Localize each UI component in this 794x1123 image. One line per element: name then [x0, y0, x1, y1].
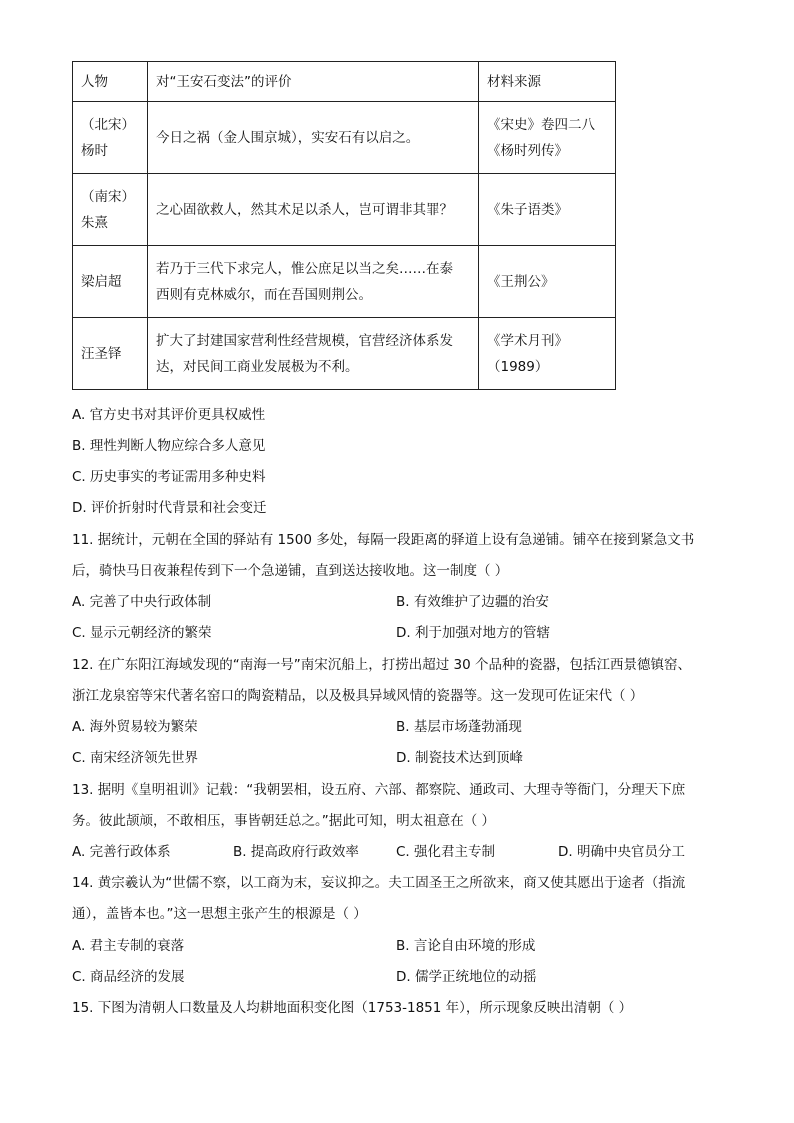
- q12-option-a: A. 海外贸易较为繁荣: [72, 719, 198, 735]
- source-text: 《学术月刊》: [487, 332, 568, 349]
- evaluation-table: [72, 61, 616, 390]
- q12-stem-line-1: 12. 在广东阳江海域发现的“南海一号”南宋沉船上，打捞出超过 30 个品种的瓷器，包括江西景德镇窑、: [72, 657, 692, 673]
- source-text: 《王荆公》: [487, 273, 555, 290]
- table-header-row: [73, 62, 616, 102]
- q14-option-c: C. 商品经济的发展: [72, 969, 185, 985]
- source-cell: [479, 174, 616, 246]
- person-cell: [73, 246, 148, 318]
- evaluation-text: 若乃于三代下求完人，惟公庶足以当之矣……在泰: [156, 260, 453, 277]
- q12-option-c: C. 南宋经济领先世界: [72, 750, 199, 766]
- header-person: 人物: [73, 62, 148, 102]
- q11-option-b: B. 有效维护了边疆的治安: [396, 594, 549, 610]
- evaluation-cell: [148, 174, 479, 246]
- table-row: [73, 246, 616, 318]
- evaluation-cell: [148, 318, 479, 390]
- q15-stem-line-1: 15. 下图为清朝人口数量及人均耕地面积变化图（1753-1851 年），所示现象反映出清朝（ ）: [72, 1000, 633, 1016]
- q13-option-b: B. 提高政府行政效率: [233, 844, 359, 860]
- source-cell: [479, 318, 616, 390]
- q14-option-a: A. 君主专制的衰落: [72, 938, 185, 954]
- q11-stem-line-1: 11. 据统计，元朝在全国的驿站有 1500 多处，每隔一段距离的驿道上设有急递铺。铺卒在接到紧急文书: [72, 532, 695, 548]
- source-text: 《朱子语类》: [487, 201, 568, 218]
- q11-option-a: A. 完善了中央行政体制: [72, 594, 212, 610]
- q13-option-d: D. 明确中央官员分工: [558, 844, 685, 860]
- q12-option-d: D. 制瓷技术达到顶峰: [396, 750, 523, 766]
- person-dynasty: （北宋）: [81, 116, 135, 133]
- person-cell: [73, 102, 148, 174]
- q14-stem-line-2: 通），盖皆本也。”这一思想主张产生的根源是（ ）: [72, 906, 367, 922]
- table-row: [73, 102, 616, 174]
- q12-stem-line-2: 浙江龙泉窑等宋代著名窑口的陶瓷精品，以及极具异域风情的瓷器等。这一发现可佐证宋代（ ）: [72, 688, 644, 704]
- q12-option-b: B. 基层市场蓬勃涌现: [396, 719, 522, 735]
- evaluation-cell: [148, 102, 479, 174]
- table-row: [73, 174, 616, 246]
- person-name: 杨时: [81, 142, 108, 159]
- source-text: 《杨时列传》: [487, 142, 568, 159]
- table-row: [73, 318, 616, 390]
- person-name: 汪圣铎: [81, 345, 122, 362]
- evaluation-cell: [148, 246, 479, 318]
- q13-option-c: C. 强化君主专制: [396, 844, 496, 860]
- person-dynasty: （南宋）: [81, 188, 135, 205]
- source-text: 《宋史》卷四二八: [487, 116, 595, 133]
- q11-stem-line-2: 后，骑快马日夜兼程传到下一个急递铺，直到送达接收地。这一制度（ ）: [72, 563, 509, 579]
- header-evaluation: 对“王安石变法”的评价: [148, 62, 479, 102]
- person-name: 朱熹: [81, 214, 108, 231]
- source-cell: [479, 246, 616, 318]
- q11-option-c: C. 显示元朝经济的繁荣: [72, 625, 212, 641]
- evaluation-text: 扩大了封建国家营利性经营规模，官营经济体系发: [156, 332, 453, 349]
- q10-option-c: C. 历史事实的考证需用多种史料: [72, 469, 266, 485]
- q14-stem-line-1: 14. 黄宗羲认为“世儒不察，以工商为末，妄议抑之。夫工固圣王之所欲来，商又使其愿出于途者（指流: [72, 875, 686, 891]
- evaluation-text: 今日之祸（金人围京城），实安石有以启之。: [156, 129, 420, 146]
- person-cell: [73, 174, 148, 246]
- evaluation-text: 西则有克林威尔，而在吾国则荆公。: [156, 286, 372, 303]
- q14-option-d: D. 儒学正统地位的动摇: [396, 969, 537, 985]
- evaluation-text: 达，对民间工商业发展极为不利。: [156, 358, 359, 375]
- evaluation-text: 之心固欲救人，然其术足以杀人，岂可谓非其罪？: [156, 201, 453, 218]
- q10-option-d: D. 评价折射时代背景和社会变迁: [72, 500, 267, 516]
- q10-option-a: A. 官方史书对其评价更具权威性: [72, 407, 266, 423]
- person-name: 梁启超: [81, 273, 122, 290]
- q10-option-b: B. 理性判断人物应综合多人意见: [72, 438, 266, 454]
- source-cell: [479, 102, 616, 174]
- source-text: （1989）: [487, 358, 549, 375]
- q14-option-b: B. 言论自由环境的形成: [396, 938, 536, 954]
- header-source: 材料来源: [479, 62, 616, 102]
- q13-option-a: A. 完善行政体系: [72, 844, 171, 860]
- q13-stem-line-1: 13. 据明《皇明祖训》记载：“我朝罢相，设五府、六部、都察院、通政司、大理寺等衙门，分理天下庶: [72, 782, 686, 798]
- q11-option-d: D. 利于加强对地方的管辖: [396, 625, 550, 641]
- person-cell: [73, 318, 148, 390]
- q13-stem-line-2: 务。彼此颉颃，不敢相压，事皆朝廷总之。”据此可知，明太祖意在（ ）: [72, 813, 496, 829]
